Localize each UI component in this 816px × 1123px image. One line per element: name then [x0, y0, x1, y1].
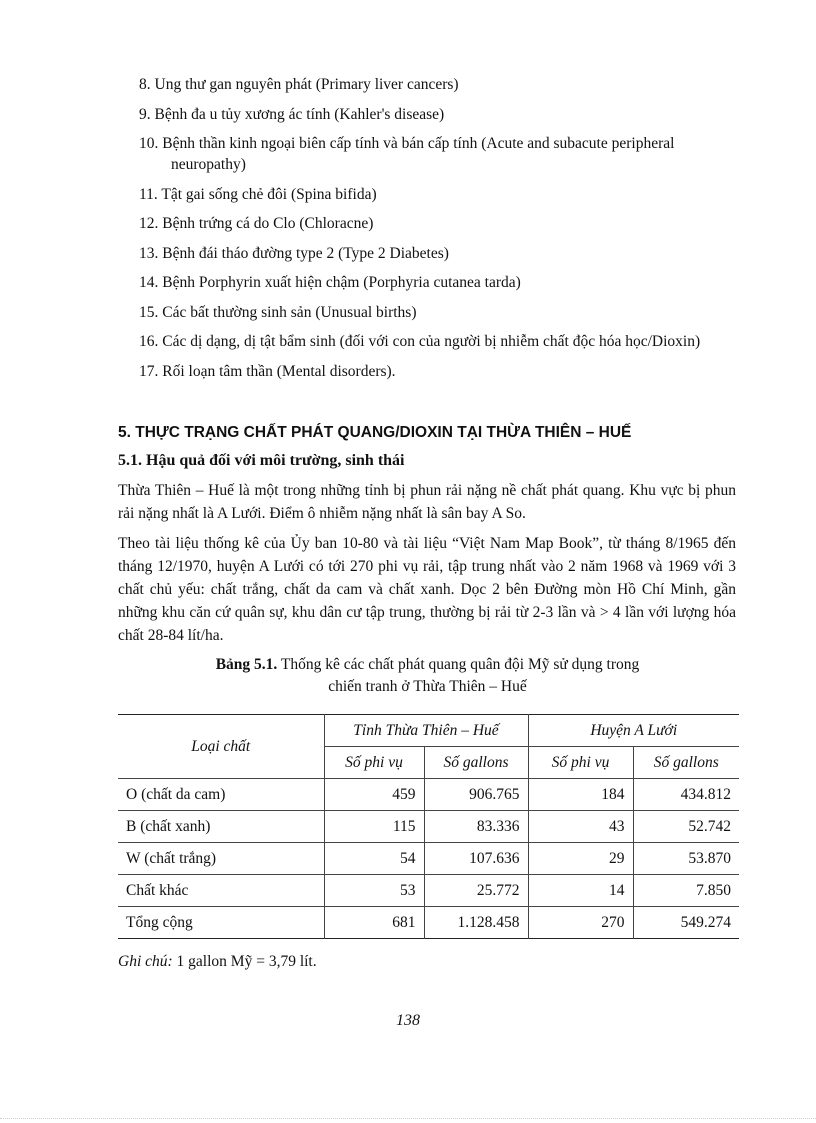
total-cell: 1.128.458 [424, 907, 528, 939]
paragraph: Thừa Thiên – Huế là một trong những tỉnh bị phun rải nặng nề chất phát quang. Khu vực bị phun rải nặng nhất là A Lưới. Điểm ô nhiễm nặng nhất là sân bay A So. [118, 482, 736, 522]
subsection-heading: 5.1. Hậu quả đối với môi trường, sinh thái [118, 452, 405, 469]
cell: 184 [528, 779, 633, 811]
row-name: W (chất trắng) [118, 843, 324, 875]
table-caption-text: Thống kê các chất phát quang quân đội Mỹ sử dụng trong [277, 656, 640, 673]
header-district-gallons: Số gallons [633, 747, 739, 779]
row-name: Chất khác [118, 875, 324, 907]
table-row [118, 779, 739, 811]
paragraph: Theo tài liệu thống kê của Ủy ban 10-80 và tài liệu “Việt Nam Map Book”, từ tháng 8/1965 đến tháng 12/1970, huyện A Lưới có tới 270 phi vụ rải, tập trung nhất vào 2 năm 1968 và 1969 với 3 chất chủ yếu: chất trắng, chất da cam và chất xanh. Dọc 2 bên Đường mòn Hồ Chí Minh, gần những khu căn cứ quân sự, khu dân cư tập trung, thường bị rải từ 2-3 lần và > 4 lần với lượng hóa chất 28-84 lít/ha. [118, 535, 736, 644]
list-item: 16. Các dị dạng, dị tật bẩm sinh (đối với con của người bị nhiễm chất độc hóa học/Dioxin) [139, 333, 701, 350]
header-district: Huyện A Lưới [528, 715, 739, 747]
note-text: 1 gallon Mỹ = 3,79 lít. [172, 953, 317, 970]
table-row [118, 811, 739, 843]
section-heading: 5. THỰC TRẠNG CHẤT PHÁT QUANG/DIOXIN TẠI THỪA THIÊN – HUẾ [118, 424, 632, 441]
page-edge-divider [0, 1118, 816, 1119]
disease-list [139, 74, 739, 390]
cell: 53.870 [633, 843, 739, 875]
header-province-gallons: Số gallons [424, 747, 528, 779]
total-label: Tổng cộng [118, 907, 324, 939]
header-district-flights: Số phi vụ [528, 747, 633, 779]
list-item: 14. Bệnh Porphyrin xuất hiện chậm (Porphyria cutanea tarda) [139, 274, 521, 291]
cell: 53 [324, 875, 424, 907]
page-number: 138 [396, 1012, 420, 1029]
cell: 29 [528, 843, 633, 875]
table-header-row [118, 715, 739, 747]
list-item: 13. Bệnh đái tháo đường type 2 (Type 2 Diabetes) [139, 244, 449, 262]
cell: 459 [324, 779, 424, 811]
note-label: Ghi chú: [118, 953, 173, 970]
list-item: 17. Rối loạn tâm thần (Mental disorders). [139, 362, 396, 380]
table-note [118, 953, 317, 971]
table-caption [150, 654, 705, 698]
table-total-row [118, 907, 739, 939]
list-item: 12. Bệnh trứng cá do Clo (Chloracne) [139, 215, 374, 232]
row-name: B (chất xanh) [118, 811, 324, 843]
list-item: 9. Bệnh đa u tủy xương ác tính (Kahler's disease) [139, 105, 445, 123]
cell: 14 [528, 875, 633, 907]
list-item: 11. Tật gai sống chẻ đôi (Spina bifida) [139, 185, 377, 203]
total-cell: 270 [528, 907, 633, 939]
total-cell: 681 [324, 907, 424, 939]
list-item: 10. Bệnh thần kinh ngoại biên cấp tính và bán cấp tính (Acute and subacute peripheral neuropathy) [139, 135, 675, 173]
cell: 52.742 [633, 811, 739, 843]
table-row [118, 843, 739, 875]
herbicide-table [118, 714, 739, 939]
row-name: O (chất da cam) [118, 779, 324, 811]
cell: 54 [324, 843, 424, 875]
cell: 25.772 [424, 875, 528, 907]
cell: 7.850 [633, 875, 739, 907]
total-cell: 549.274 [633, 907, 739, 939]
cell: 107.636 [424, 843, 528, 875]
header-province: Tỉnh Thừa Thiên – Huế [324, 715, 528, 747]
cell: 115 [324, 811, 424, 843]
table-caption-text-line2: chiến tranh ở Thừa Thiên – Huế [328, 678, 527, 695]
list-item: 8. Ung thư gan nguyên phát (Primary liver cancers) [139, 76, 459, 93]
cell: 434.812 [633, 779, 739, 811]
table-row [118, 875, 739, 907]
header-province-flights: Số phi vụ [324, 747, 424, 779]
cell: 43 [528, 811, 633, 843]
cell: 906.765 [424, 779, 528, 811]
table-caption-label: Bảng 5.1. [215, 656, 278, 673]
cell: 83.336 [424, 811, 528, 843]
header-type: Loại chất [191, 737, 251, 755]
list-item: 15. Các bất thường sinh sản (Unusual births) [139, 303, 417, 321]
